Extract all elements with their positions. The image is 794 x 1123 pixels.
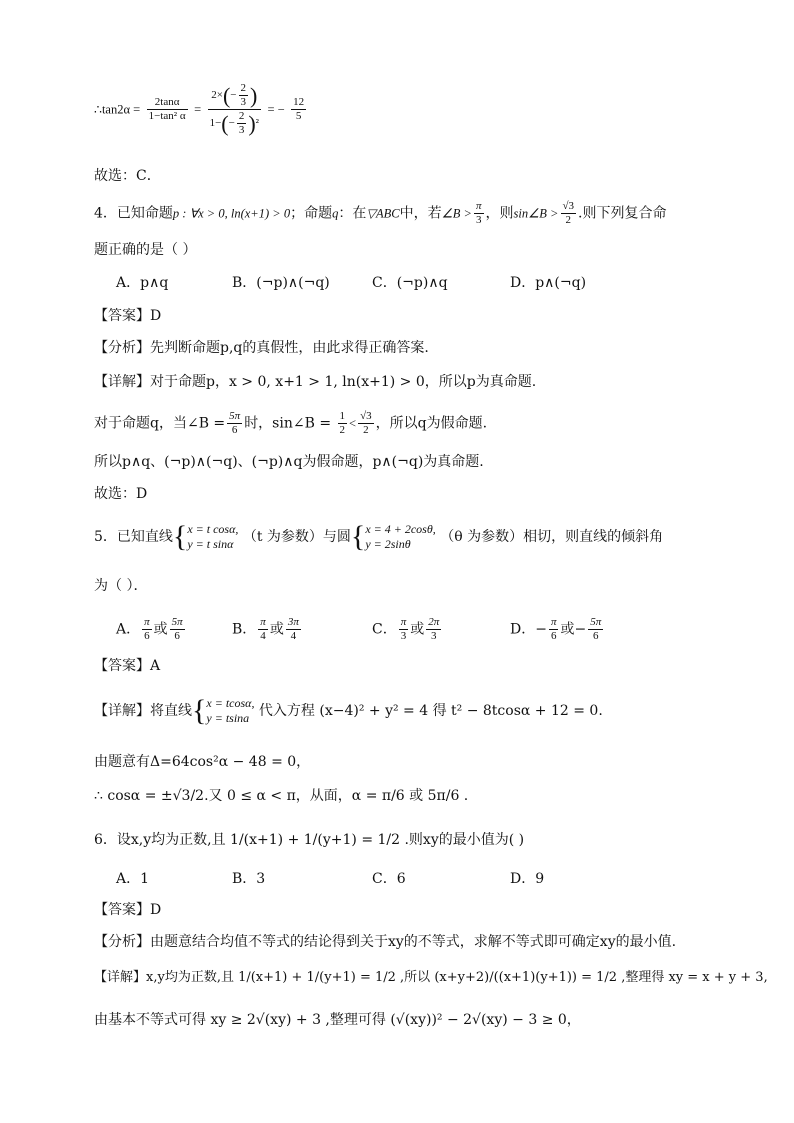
q6-option-a: A．1: [116, 871, 150, 887]
analysis-text: 先判断命题p,q的真假性，由此求得正确答案.: [150, 340, 429, 356]
prev-choice: 故选：C．: [94, 168, 161, 184]
q5-option-a: A． $\frac{\pi}{6}$ 或 $\frac{5\pi}{6}$: [116, 616, 183, 642]
q5-stem-line2: 为（ ）．: [94, 578, 148, 594]
q4-concl: sin∠B >: [513, 206, 559, 221]
q4-concl-den: 2: [565, 214, 572, 226]
q4-q-sym: q: [332, 206, 339, 221]
analysis-tag: 【分析】: [94, 340, 150, 356]
q6-option-c: C．6: [372, 871, 406, 887]
q4-detail2-num: 5π: [229, 410, 241, 422]
q4-stem-e: ，则: [485, 205, 514, 222]
q4-option-b: B．(¬p)∧(¬q): [232, 275, 330, 291]
q5-detail-y: y = tsina: [206, 711, 250, 725]
q5-option-b: B． $\frac{\pi}{4}$ 或 $\frac{3\pi}{4}$: [232, 616, 299, 642]
q4-detail-1: [94, 372, 536, 392]
detail-text: x,y均为正数,且 1/(x+1) + 1/(y+1) = 1/2 ,所以 (x+y+2)/((x+1)(y+1)) = 1/2 ,整理得 xy = x + y + 3,: [146, 970, 768, 985]
q4-option-a: A．p∧q: [116, 275, 169, 291]
q6-answer: [94, 900, 161, 920]
q5-stem-b: （t 为参数）与圆: [242, 529, 351, 545]
detail-tag: 【详解】: [94, 970, 147, 985]
q6-option-b: B．3: [232, 871, 266, 887]
q5-detail-x: x = tcosα,: [206, 696, 255, 710]
q5-stem: 5．已知直线{ x = t cosα, y = t sinα （t 为参数）与圆{ x = 4 + 2cosθ, y = 2sinθ （θ 为参数）相切，则直线的倾斜角: [94, 520, 664, 553]
q6-option-d: D．9: [510, 871, 545, 887]
q4-stem-b: ；命题: [290, 205, 333, 222]
q4-option-d: D．p∧(¬q): [510, 275, 587, 291]
q4-cond: ∠B >: [441, 206, 472, 221]
q4-choice: 故选：D: [94, 486, 148, 502]
q4-stem-d: 中，若: [399, 205, 442, 222]
q6-detail-1: [94, 968, 768, 988]
answer-tag: 【答案】: [94, 658, 150, 674]
q6-detail-2: 由基本不等式可得 xy ≥ 2√(xy) + 3 ,整理可得 (√(xy))² − 2√(xy) − 3 ≥ 0，: [94, 1012, 581, 1028]
q4-detail2-den: 6: [231, 424, 238, 436]
q5-detail-2: 由题意有Δ=64cos²α − 48 = 0，: [94, 754, 311, 770]
answer-tag: 【答案】: [94, 902, 150, 918]
answer-value: A: [150, 658, 161, 674]
q4-detail2-d: ，所以q为假命题.: [375, 415, 488, 432]
answer-tag: 【答案】: [94, 308, 150, 324]
q5-detail-1: 【详解】将直线{ x = tcosα, y = tsina 代入方程 (x−4)² + y² = 4 得 t² − 8tcosα + 12 = 0.: [94, 694, 603, 727]
q5-answer: [94, 656, 160, 676]
q5-circle-y: y = 2sinθ: [365, 537, 411, 551]
prev-solution-formula: ∴tan2α = $\frac{2\tan\alpha}{\text{1−tan² α}}$ = 2×(− $\frac{2}{3}$ ) 1−(− $\frac{2}{3}$ )² = − $\frac{12}{5}$: [94, 82, 305, 136]
q4-stem-c: ：在: [338, 205, 367, 222]
analysis-text: 由题意结合均值不等式的结论得到关于xy的不等式，求解不等式即可确定xy的最小值.: [150, 934, 677, 950]
q4-analysis: [94, 338, 429, 358]
q4-detail-3: 所以p∧q、(¬p)∧(¬q)、(¬p)∧q为假命题，p∧(¬q)为真命题.: [94, 454, 484, 470]
q4-answer: [94, 306, 161, 326]
q4-p-def: p : ∀x > 0, ln(x+1) > 0: [172, 206, 291, 221]
q4-stem-a: 4．已知命题: [94, 205, 173, 222]
detail-tag: 【详解】: [94, 374, 150, 390]
q5-detail1-a: 将直线: [150, 703, 192, 719]
q4-detail2-b: 时，sin∠B =: [244, 415, 332, 432]
q6-analysis: [94, 932, 676, 952]
q4-detail-2: 对于命题q，当∠B = $\frac{5\pi}{6}$ 时，sin∠B = $\frac{1}{2}$ < $\frac{√3}{2}$ ，所以q为假命题.: [94, 410, 488, 436]
q4-stem-line2: 题正确的是（ ）: [94, 242, 197, 258]
q4-option-c: C．(¬p)∧q: [372, 275, 448, 291]
q4-stem: [94, 200, 667, 227]
detail-tag: 【详解】: [94, 703, 150, 719]
q4-stem-f: .则下列复合命: [578, 205, 667, 222]
q4-detail2-a: 对于命题q，当∠B =: [94, 415, 226, 432]
q5-line-x: x = t cosα,: [187, 522, 239, 536]
q5-stem-a: 5．已知直线: [94, 529, 173, 545]
q5-line-y: y = t sinα: [187, 537, 234, 551]
q4-concl-num: √3: [562, 200, 575, 212]
q5-stem-c: （θ 为参数）相切，则直线的倾斜角: [440, 529, 664, 545]
q6-stem: 6．设x,y均为正数,且 1/(x+1) + 1/(y+1) = 1/2 .则xy的最小值为( ): [94, 832, 525, 848]
q5-circle-x: x = 4 + 2cosθ,: [365, 522, 436, 536]
q5-detail-3: ∴ cosα = ±√3/2.又 0 ≤ α < π，从面，α = π/6 或 5π/6 .: [94, 788, 469, 804]
detail-text: 对于命题p，x > 0, x+1 > 1, ln(x+1) > 0，所以p为真命题.: [150, 374, 537, 390]
q4-cond-den: 3: [475, 214, 482, 226]
answer-value: D: [150, 902, 162, 918]
q5-detail1-b: 代入方程 (x−4)² + y² = 4 得 t² − 8tcosα + 12 = 0.: [258, 703, 603, 719]
q4-triangle: ▽ABC: [366, 206, 400, 221]
q5-option-d: D．− $\frac{\pi}{6}$ 或− $\frac{5\pi}{6}$: [510, 616, 602, 642]
analysis-tag: 【分析】: [94, 934, 150, 950]
answer-value: D: [150, 308, 162, 324]
q5-option-c: C． $\frac{\pi}{3}$ 或 $\frac{2\pi}{3}$: [372, 616, 440, 642]
q4-cond-num: π: [475, 200, 482, 212]
